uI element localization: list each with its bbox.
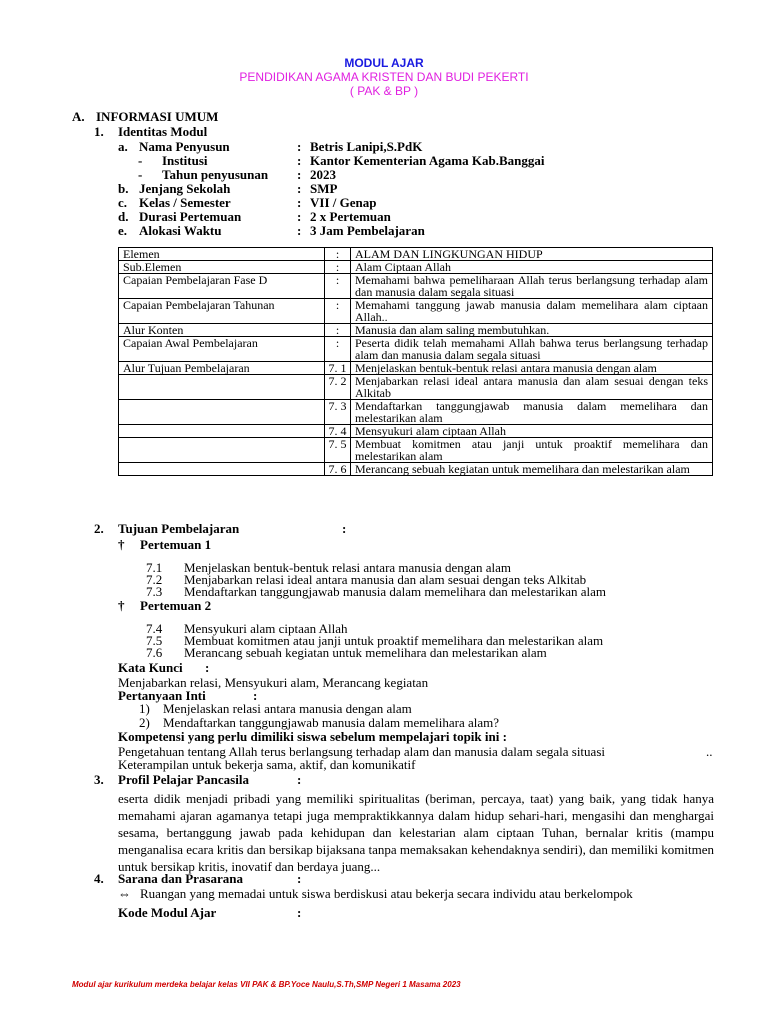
table-label-cell: Alur Konten <box>119 324 325 337</box>
facilities-number: 4. <box>94 871 104 886</box>
identity-marker: b. <box>118 181 129 196</box>
table-marker-cell: : <box>325 299 351 324</box>
table-value-cell: Memahami tanggung jawab manusia dalam memelihara alam ciptaan Allah.. <box>351 299 713 324</box>
identity-value: Betris Lanipi,S.PdK <box>310 139 423 154</box>
cross-bullet-icon: † <box>118 537 125 552</box>
table-value-cell: Mensyukuri alam ciptaan Allah <box>351 425 713 438</box>
questions-colon: : <box>253 688 258 703</box>
identity-colon: : <box>297 209 302 224</box>
identity-colon: : <box>297 153 302 168</box>
subject-title: PENDIDIKAN AGAMA KRISTEN DAN BUDI PEKERTI <box>239 70 529 84</box>
table-marker-cell: 7. 1 <box>325 362 351 375</box>
identity-colon: : <box>297 181 302 196</box>
identity-label: Nama Penyusun <box>139 139 230 154</box>
table-value-cell: Mendaftarkan tanggungjawab manusia dalam memelihara dan melestarikan alam <box>351 400 713 425</box>
tujuan-title: Tujuan Pembelajaran <box>118 521 240 536</box>
table-label-cell <box>119 463 325 476</box>
identity-marker: d. <box>118 209 129 224</box>
objective-number: 7.3 <box>146 584 163 599</box>
section-a-letter: A. <box>72 109 85 124</box>
objective-text: Mensyukuri alam ciptaan Allah <box>184 621 348 636</box>
facilities-colon: : <box>297 871 302 886</box>
identity-marker: c. <box>118 195 128 210</box>
module-code-colon: : <box>297 905 302 920</box>
table-value-cell: Menjabarkan relasi ideal antara manusia dan alam sesuai dengan teks Alkitab <box>351 375 713 400</box>
competence-title: Kompetensi yang perlu dimiliki siswa sebelum mempelajari topik ini : <box>118 729 507 744</box>
meeting2-title: Pertemuan 2 <box>140 598 212 613</box>
identity-value: SMP <box>310 181 338 196</box>
objective-number: 7.4 <box>146 621 163 636</box>
objective-text: Membuat komitmen atau janji untuk proaktif memelihara dan melestarikan alam <box>184 633 604 648</box>
question-text: Mendaftarkan tanggungjawab manusia dalam memelihara alam? <box>163 715 500 730</box>
table-value-cell: Membuat komitmen atau janji untuk proaktif memelihara dan melestarikan alam <box>351 438 713 463</box>
table-marker-cell: 7. 2 <box>325 375 351 400</box>
table-marker-cell: : <box>325 274 351 299</box>
table-value-cell: Memahami bahwa pemeliharaan Allah terus berlangsung terhadap alam dan manusia dalam segala situasi <box>351 274 713 299</box>
table-marker-cell: : <box>325 248 351 261</box>
table-marker-cell: : <box>325 337 351 362</box>
module-title: MODUL AJAR <box>344 56 424 70</box>
table-value-cell: Alam Ciptaan Allah <box>351 261 713 274</box>
competence-skills: Keterampilan untuk bekerja sama, aktif, dan komunikatif <box>118 757 416 772</box>
table-row <box>119 463 713 476</box>
table-label-cell <box>119 438 325 463</box>
footer-text: Modul ajar kurikulum merdeka belajar kelas VII PAK & BP.Yoce Naulu,S.Th,SMP Negeri 1 Masama 2023 <box>72 980 461 989</box>
identity-label: Jenjang Sekolah <box>139 181 231 196</box>
objective-text: Merancang sebuah kegiatan untuk memelihara dan melestarikan alam <box>184 645 547 660</box>
identity-label: Alokasi Waktu <box>139 223 222 238</box>
profile-title: Profil Pelajar Pancasila <box>118 772 249 787</box>
profile-colon: : <box>297 772 302 787</box>
table-marker-cell: : <box>325 324 351 337</box>
identity-colon: : <box>297 139 302 154</box>
identity-marker: a. <box>118 139 128 154</box>
cross-bullet-icon: † <box>118 598 125 613</box>
table-marker-cell: 7. 5 <box>325 438 351 463</box>
identity-label: Institusi <box>162 153 208 168</box>
table-label-cell: Sub.Elemen <box>119 261 325 274</box>
identity-colon: : <box>297 167 302 182</box>
objective-number: 7.1 <box>146 560 163 575</box>
tujuan-colon: : <box>342 521 347 536</box>
profile-paragraph: eserta didik menjadi pribadi yang memiliki spiritualitas (beriman, percaya, taat) yang baik, yang tidak hanya memahami ajaran agamanya tetapi juga mempraktikkannya dalam hidup sehari-hari, mengasihi dan menghargai sesama, bertanggung jawab pada kehidupan dan kelestarian alam ciptaan Tuhan, bernalar kritis (mampu menganalisa ecara kritis dan bersikap bijaksana tanpa memaksakan kehendaknya sendiri), dan memiliki komitmen untuk bersikap kritis, inovatif dan berdaya juang... <box>118 791 714 874</box>
table-marker-cell: 7. 4 <box>325 425 351 438</box>
objective-text: Menjabarkan relasi ideal antara manusia dan alam sesuai dengan teks Alkitab <box>184 572 587 587</box>
table-marker-cell: 7. 6 <box>325 463 351 476</box>
identity-label: Tahun penyusunan <box>162 167 269 182</box>
table-row <box>119 324 713 337</box>
table-row <box>119 299 713 324</box>
table-value-cell: Merancang sebuah kegiatan untuk memelihara dan melestarikan alam <box>351 463 713 476</box>
keywords-title: Kata Kunci <box>118 660 183 675</box>
module-code-title: Kode Modul Ajar <box>118 905 217 920</box>
table-value-cell: ALAM DAN LINGKUNGAN HIDUP <box>351 248 713 261</box>
identity-value: VII / Genap <box>310 195 377 210</box>
identity-value: 3 Jam Pembelajaran <box>310 223 425 238</box>
identity-marker: - <box>138 167 143 182</box>
table-label-cell <box>119 425 325 438</box>
profile-number: 3. <box>94 772 104 787</box>
table-row <box>119 438 713 463</box>
keywords-colon: : <box>205 660 210 675</box>
table-label-cell: Elemen <box>119 248 325 261</box>
objective-number: 7.5 <box>146 633 163 648</box>
identity-label: Kelas / Semester <box>139 195 231 210</box>
facilities-text: Ruangan yang memadai untuk siswa berdiskusi atau bekerja secara individu atau berkelompok <box>140 886 633 901</box>
table-row <box>119 375 713 400</box>
table-label-cell <box>119 400 325 425</box>
table-row <box>119 248 713 261</box>
table-label-cell: Alur Tujuan Pembelajaran <box>119 362 325 375</box>
question-number: 1) <box>139 701 150 716</box>
objective-number: 7.2 <box>146 572 163 587</box>
table-marker-cell: : <box>325 261 351 274</box>
table-value-cell: Peserta didik telah memahami Allah bahwa terus berlangsung terhadap alam dan manusia dalam segala situasi <box>351 337 713 362</box>
table-label-cell: Capaian Awal Pembelajaran <box>119 337 325 362</box>
table-value-cell: Manusia dan alam saling membutuhkan. <box>351 324 713 337</box>
keywords-text: Menjabarkan relasi, Mensyukuri alam, Merancang kegiatan <box>118 675 429 690</box>
section-a-title: INFORMASI UMUM <box>96 109 219 124</box>
item1-number: 1. <box>94 124 104 139</box>
facilities-title: Sarana dan Prasarana <box>118 871 243 886</box>
table-marker-cell: 7. 3 <box>325 400 351 425</box>
objective-text: Mendaftarkan tanggungjawab manusia dalam memelihara dan melestarikan alam <box>184 584 606 599</box>
identity-label: Durasi Pertemuan <box>139 209 242 224</box>
item1-title: Identitas Modul <box>118 124 208 139</box>
competence-knowledge: Pengetahuan tentang Allah terus berlangsung terhadap alam dan manusia dalam segala situasi <box>118 744 605 759</box>
table-row <box>119 425 713 438</box>
objective-number: 7.6 <box>146 645 163 660</box>
table-label-cell: Capaian Pembelajaran Fase D <box>119 274 325 299</box>
identity-marker: - <box>138 153 143 168</box>
identity-value: Kantor Kementerian Agama Kab.Banggai <box>310 153 545 168</box>
subject-abbrev: ( PAK & BP ) <box>349 84 419 98</box>
question-number: 2) <box>139 715 150 730</box>
table-row <box>119 337 713 362</box>
double-arrow-icon: ⇔ <box>118 886 131 901</box>
questions-title: Pertanyaan Inti <box>118 688 206 703</box>
identity-colon: : <box>297 195 302 210</box>
table-label-cell <box>119 375 325 400</box>
question-text: Menjelaskan relasi antara manusia dengan alam <box>163 701 412 716</box>
identity-value: 2 x Pertemuan <box>310 209 391 224</box>
learning-outcomes-table <box>118 247 713 476</box>
table-row <box>119 274 713 299</box>
table-value-cell: Menjelaskan bentuk-bentuk relasi antara manusia dengan alam <box>351 362 713 375</box>
objective-text: Menjelaskan bentuk-bentuk relasi antara manusia dengan alam <box>184 560 512 575</box>
meeting1-title: Pertemuan 1 <box>140 537 212 552</box>
competence-knowledge-end: .. <box>706 744 713 759</box>
table-label-cell: Capaian Pembelajaran Tahunan <box>119 299 325 324</box>
table-row <box>119 400 713 425</box>
identity-marker: e. <box>118 223 128 238</box>
table-row <box>119 261 713 274</box>
identity-colon: : <box>297 223 302 238</box>
identity-value: 2023 <box>310 167 336 182</box>
tujuan-number: 2. <box>94 521 104 536</box>
table-row <box>119 362 713 375</box>
